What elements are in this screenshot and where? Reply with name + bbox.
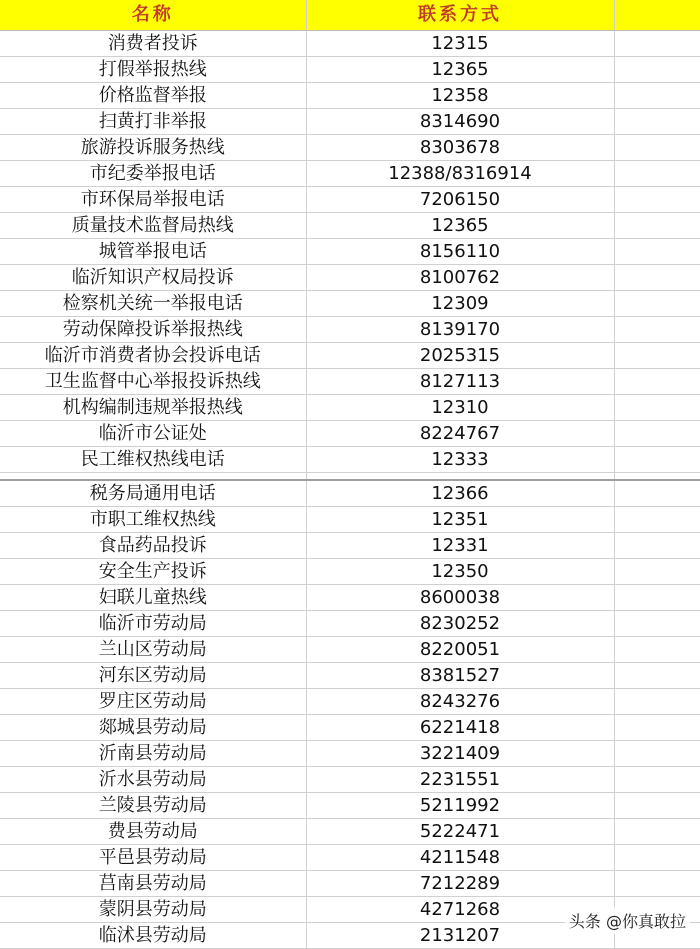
name-cell[interactable]: 兰陵县劳动局 <box>0 793 306 819</box>
name-cell[interactable]: 城管举报电话 <box>0 239 306 265</box>
divider-cell <box>306 473 614 481</box>
empty-cell[interactable] <box>614 533 700 559</box>
table-row <box>0 585 700 611</box>
phone-cell[interactable]: 8230252 <box>306 611 614 637</box>
phone-cell[interactable]: 12309 <box>306 291 614 317</box>
phone-cell[interactable]: 2025315 <box>306 343 614 369</box>
phone-cell[interactable]: 12351 <box>306 507 614 533</box>
table-row <box>0 421 700 447</box>
phone-cell[interactable]: 2231551 <box>306 767 614 793</box>
empty-cell[interactable] <box>614 819 700 845</box>
name-cell[interactable]: 临沂市劳动局 <box>0 611 306 637</box>
table-body <box>0 31 700 949</box>
phone-cell[interactable]: 8314690 <box>306 109 614 135</box>
table-row <box>0 793 700 819</box>
name-cell[interactable]: 蒙阴县劳动局 <box>0 897 306 923</box>
name-cell[interactable]: 费县劳动局 <box>0 819 306 845</box>
table-row <box>0 637 700 663</box>
table-row <box>0 213 700 239</box>
empty-cell[interactable] <box>614 447 700 473</box>
name-cell[interactable]: 临沂市公证处 <box>0 421 306 447</box>
phone-cell[interactable]: 12365 <box>306 213 614 239</box>
name-cell[interactable]: 市环保局举报电话 <box>0 187 306 213</box>
phone-cell[interactable]: 6221418 <box>306 715 614 741</box>
table-row <box>0 291 700 317</box>
empty-cell[interactable] <box>614 291 700 317</box>
empty-cell[interactable] <box>614 213 700 239</box>
name-cell[interactable]: 消费者投诉 <box>0 31 306 57</box>
empty-cell[interactable] <box>614 421 700 447</box>
phone-cell[interactable]: 12388/8316914 <box>306 161 614 187</box>
name-cell[interactable]: 扫黄打非举报 <box>0 109 306 135</box>
name-cell[interactable]: 劳动保障投诉举报热线 <box>0 317 306 343</box>
empty-cell[interactable] <box>614 480 700 507</box>
section-divider <box>0 473 700 481</box>
empty-cell[interactable] <box>614 187 700 213</box>
phone-cell[interactable]: 7212289 <box>306 871 614 897</box>
table-row <box>0 663 700 689</box>
table-row <box>0 447 700 473</box>
table-row <box>0 161 700 187</box>
table-row <box>0 135 700 161</box>
phone-cell[interactable]: 8220051 <box>306 637 614 663</box>
name-cell[interactable]: 机构编制违规举报热线 <box>0 395 306 421</box>
table-row <box>0 317 700 343</box>
empty-cell[interactable] <box>614 395 700 421</box>
phone-cell[interactable]: 8127113 <box>306 369 614 395</box>
name-cell[interactable]: 平邑县劳动局 <box>0 845 306 871</box>
phone-cell[interactable]: 2131207 <box>306 923 614 949</box>
table-row <box>0 343 700 369</box>
table-row <box>0 369 700 395</box>
name-cell[interactable]: 打假举报热线 <box>0 57 306 83</box>
empty-cell[interactable] <box>614 559 700 585</box>
table-row <box>0 559 700 585</box>
empty-cell[interactable] <box>614 265 700 291</box>
empty-cell[interactable] <box>614 31 700 57</box>
phone-cell[interactable]: 8224767 <box>306 421 614 447</box>
phone-cell[interactable]: 12310 <box>306 395 614 421</box>
name-cell[interactable]: 旅游投诉服务热线 <box>0 135 306 161</box>
table-row <box>0 845 700 871</box>
empty-cell[interactable] <box>614 845 700 871</box>
phone-cell[interactable]: 12315 <box>306 31 614 57</box>
empty-cell[interactable] <box>614 793 700 819</box>
empty-cell[interactable] <box>614 715 700 741</box>
phone-cell[interactable]: 12365 <box>306 57 614 83</box>
table-row <box>0 480 700 507</box>
empty-cell[interactable] <box>614 83 700 109</box>
empty-cell[interactable] <box>614 663 700 689</box>
phone-cell[interactable]: 12358 <box>306 83 614 109</box>
watermark: 头条 @你真敢拉 <box>565 907 690 934</box>
empty-cell[interactable] <box>614 611 700 637</box>
table-row <box>0 533 700 559</box>
phone-cell[interactable]: 8243276 <box>306 689 614 715</box>
name-cell[interactable]: 罗庄区劳动局 <box>0 689 306 715</box>
phone-cell[interactable]: 5222471 <box>306 819 614 845</box>
name-cell[interactable]: 市纪委举报电话 <box>0 161 306 187</box>
table-row <box>0 819 700 845</box>
name-cell[interactable]: 郯城县劳动局 <box>0 715 306 741</box>
table-row <box>0 689 700 715</box>
table-row <box>0 265 700 291</box>
name-cell[interactable]: 质量技术监督局热线 <box>0 213 306 239</box>
empty-cell[interactable] <box>614 343 700 369</box>
phone-cell[interactable]: 12366 <box>306 480 614 507</box>
table-row <box>0 83 700 109</box>
empty-cell[interactable] <box>614 109 700 135</box>
phone-cell[interactable]: 8156110 <box>306 239 614 265</box>
phone-cell[interactable]: 12350 <box>306 559 614 585</box>
divider-cell <box>614 473 700 481</box>
empty-cell[interactable] <box>614 135 700 161</box>
table-row <box>0 507 700 533</box>
name-cell[interactable]: 卫生监督中心举报投诉热线 <box>0 369 306 395</box>
name-cell[interactable]: 沂南县劳动局 <box>0 741 306 767</box>
table-row <box>0 767 700 793</box>
phone-column-header[interactable]: 联系方式 <box>306 0 614 31</box>
phone-cell[interactable]: 8381527 <box>306 663 614 689</box>
name-cell[interactable]: 检察机关统一举报电话 <box>0 291 306 317</box>
table-row <box>0 57 700 83</box>
table-row <box>0 109 700 135</box>
phone-cell[interactable]: 4211548 <box>306 845 614 871</box>
table-row <box>0 187 700 213</box>
name-cell[interactable]: 价格监督举报 <box>0 83 306 109</box>
empty-column-header[interactable] <box>614 0 700 31</box>
table-row <box>0 715 700 741</box>
name-cell[interactable]: 临沂市消费者协会投诉电话 <box>0 343 306 369</box>
empty-cell[interactable] <box>614 317 700 343</box>
table-row <box>0 611 700 637</box>
name-cell[interactable]: 临沭县劳动局 <box>0 923 306 949</box>
phone-cell[interactable]: 12331 <box>306 533 614 559</box>
phone-cell[interactable]: 8303678 <box>306 135 614 161</box>
phone-cell[interactable]: 7206150 <box>306 187 614 213</box>
phone-cell[interactable]: 8139170 <box>306 317 614 343</box>
phone-cell[interactable]: 8600038 <box>306 585 614 611</box>
name-cell[interactable]: 民工维权热线电话 <box>0 447 306 473</box>
table-row <box>0 239 700 265</box>
name-cell[interactable]: 市职工维权热线 <box>0 507 306 533</box>
empty-cell[interactable] <box>614 57 700 83</box>
name-column-header[interactable]: 名称 <box>0 0 306 31</box>
phone-cell[interactable]: 4271268 <box>306 897 614 923</box>
phone-cell[interactable]: 5211992 <box>306 793 614 819</box>
table-row <box>0 31 700 57</box>
phone-cell[interactable]: 3221409 <box>306 741 614 767</box>
name-cell[interactable]: 河东区劳动局 <box>0 663 306 689</box>
name-cell[interactable]: 沂水县劳动局 <box>0 767 306 793</box>
phone-cell[interactable]: 8100762 <box>306 265 614 291</box>
phone-cell[interactable]: 12333 <box>306 447 614 473</box>
name-cell[interactable]: 兰山区劳动局 <box>0 637 306 663</box>
name-cell[interactable]: 食品药品投诉 <box>0 533 306 559</box>
name-cell[interactable]: 莒南县劳动局 <box>0 871 306 897</box>
empty-cell[interactable] <box>614 507 700 533</box>
name-cell[interactable]: 安全生产投诉 <box>0 559 306 585</box>
empty-cell[interactable] <box>614 741 700 767</box>
table-row <box>0 871 700 897</box>
empty-cell[interactable] <box>614 871 700 897</box>
empty-cell[interactable] <box>614 369 700 395</box>
divider-cell <box>0 473 306 481</box>
table-row <box>0 741 700 767</box>
name-cell[interactable]: 临沂知识产权局投诉 <box>0 265 306 291</box>
name-cell[interactable]: 税务局通用电话 <box>0 480 306 507</box>
empty-cell[interactable] <box>614 161 700 187</box>
empty-cell[interactable] <box>614 689 700 715</box>
empty-cell[interactable] <box>614 767 700 793</box>
empty-cell[interactable] <box>614 637 700 663</box>
empty-cell[interactable] <box>614 585 700 611</box>
table-row <box>0 395 700 421</box>
header-row <box>0 0 700 31</box>
empty-cell[interactable] <box>614 239 700 265</box>
name-cell[interactable]: 妇联儿童热线 <box>0 585 306 611</box>
